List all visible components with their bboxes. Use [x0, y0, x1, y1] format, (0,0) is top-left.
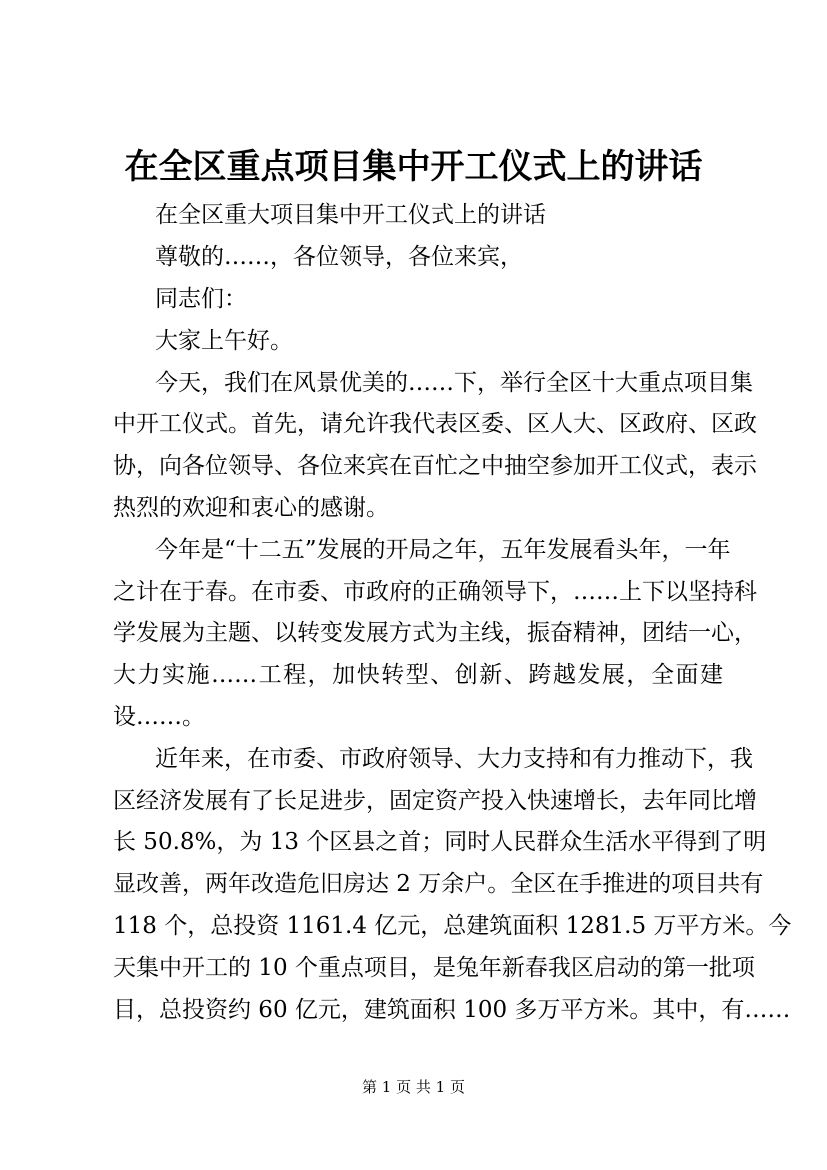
paragraph-line: 之计在于春。在市委、市政府的正确领导下，……上下以坚持科 — [113, 579, 757, 605]
page-footer: 第 1 页 共 1 页 — [362, 1078, 465, 1096]
paragraph-line: 区经济发展有了长足进步，固定资产投入快速增长，去年同比增 — [113, 788, 757, 814]
paragraph-line: 大力实施……工程，加快转型、创新、跨越发展，全面建 — [113, 662, 723, 688]
paragraph-line: 近年来，在市委、市政府领导、大力支持和有力推动下，我 — [155, 746, 753, 772]
paragraph-line: 设……。 — [113, 704, 205, 730]
paragraph-line: 长 50.8%，为 13 个区县之首；同时人民群众生活水平得到了明 — [113, 829, 767, 855]
paragraph-line: 在全区重大项目集中开工仪式上的讲话 — [155, 202, 546, 228]
paragraph-line: 中开工仪式。首先，请允许我代表区委、区人大、区政府、区政 — [113, 411, 757, 437]
paragraph-line: 118 个，总投资 1161.4 亿元，总建筑面积 1281.5 万平方米。今 — [113, 913, 792, 939]
document-title: 在全区重点项目集中开工仪式上的讲话 — [124, 147, 703, 187]
paragraph-line: 学发展为主题、以转变发展方式为主线，振奋精神，团结一心， — [113, 620, 757, 646]
paragraph-line: 协，向各位领导、各位来宾在百忙之中抽空参加开工仪式，表示 — [113, 453, 757, 479]
paragraph-line: 目，总投资约 60 亿元，建筑面积 100 多万平方米。其中，有…… — [113, 997, 791, 1023]
paragraph-line: 大家上午好。 — [155, 328, 293, 354]
paragraph-line: 显改善，两年改造危旧房达 2 万余户。全区在手推进的项目共有 — [113, 871, 764, 897]
paragraph-line: 今年是“十二五”发展的开局之年，五年发展看头年，一年 — [155, 537, 731, 563]
paragraph-line: 今天，我们在风景优美的……下，举行全区十大重点项目集 — [155, 370, 753, 396]
paragraph-line: 天集中开工的 10 个重点项目，是兔年新春我区启动的第一批项 — [113, 955, 755, 981]
paragraph-line: 尊敬的……，各位领导，各位来宾， — [155, 244, 523, 270]
paragraph-line: 热烈的欢迎和衷心的感谢。 — [113, 495, 389, 521]
paragraph-line: 同志们： — [155, 286, 247, 312]
